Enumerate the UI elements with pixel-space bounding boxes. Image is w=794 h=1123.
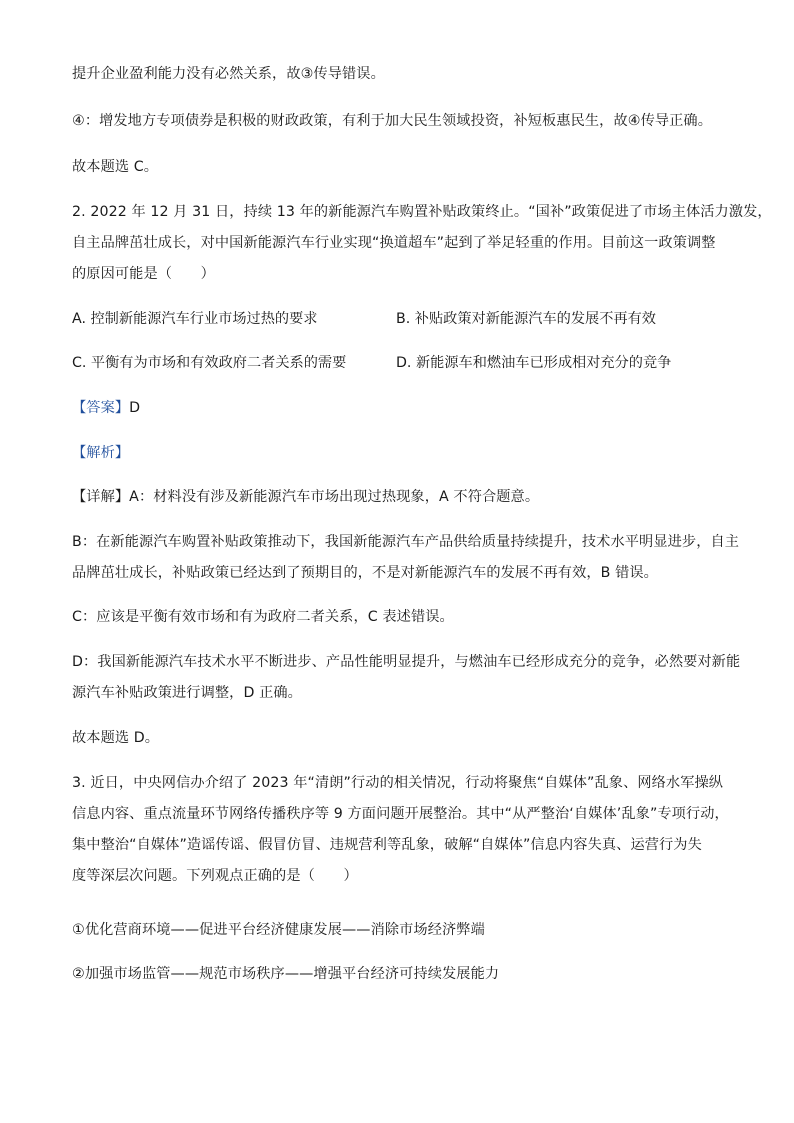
text-line: 提升企业盈利能力没有必然关系，故③传导错误。 <box>72 66 385 82</box>
question-3-stem: 集中整治“自媒体”造谣传谣、假冒仿冒、违规营利等乱象，破解“自媒体”信息内容失真、运营行为失 <box>72 837 702 853</box>
option-c: C. 平衡有为市场和有效政府二者关系的需要 <box>72 355 347 371</box>
text-line: ④：增发地方专项债券是积极的财政政策，有利于加大民生领域投资，补短板惠民生，故④传导正确。 <box>72 113 713 129</box>
detail-line: 品牌茁壮成长，补贴政策已经达到了预期目的，不是对新能源汽车的发展不再有效，B 错误。 <box>72 565 658 581</box>
answer-line <box>72 398 140 418</box>
option-b: B. 补贴政策对新能源汽车的发展不再有效 <box>396 311 656 327</box>
question-3-stem: 信息内容、重点流量环节网络传播秩序等 9 方面问题开展整治。其中“从严整治‘自媒体’乱象”专项行动， <box>72 806 729 822</box>
question-3-stem: 度等深层次问题。下列观点正确的是（ ） <box>72 868 358 884</box>
option-a: A. 控制新能源汽车行业市场过热的要求 <box>72 311 318 327</box>
detail-line: 源汽车补贴政策进行调整，D 正确。 <box>72 685 302 701</box>
detail-line: B：在新能源汽车购置补贴政策推动下，我国新能源汽车产品供给质量持续提升，技术水平明显进步，自主 <box>72 534 740 550</box>
text-line: 故本题选 D。 <box>72 730 160 746</box>
statement-2: ②加强市场监管——规范市场秩序——增强平台经济可持续发展能力 <box>72 966 500 982</box>
statement-1: ①优化营商环境——促进平台经济健康发展——消除市场经济弊端 <box>72 922 485 938</box>
text-line: 故本题选 C。 <box>72 159 159 175</box>
answer-value: D <box>129 400 141 416</box>
question-2-stem: 的原因可能是（ ） <box>72 266 215 282</box>
detail-line: 【详解】A：材料没有涉及新能源汽车市场出现过热现象，A 不符合题意。 <box>72 489 540 505</box>
detail-line: D：我国新能源汽车技术水平不断进步、产品性能明显提升，与燃油车已经形成充分的竞争，必然要对新能 <box>72 654 741 670</box>
question-2-stem: 自主品牌茁壮成长，对中国新能源汽车行业实现“换道超车”起到了举足轻重的作用。目前这一政策调整 <box>72 235 716 251</box>
question-2-stem: 2. 2022 年 12 月 31 日，持续 13 年的新能源汽车购置补贴政策终止。“国补”政策促进了市场主体活力激发， <box>72 204 772 220</box>
analysis-tag: 【解析】 <box>72 445 130 461</box>
answer-tag: 【答案】 <box>72 400 130 416</box>
detail-line: C：应该是平衡有效市场和有为政府二者关系，C 表述错误。 <box>72 609 454 625</box>
option-d: D. 新能源车和燃油车已形成相对充分的竞争 <box>396 355 672 371</box>
question-3-stem: 3. 近日，中央网信办介绍了 2023 年“清朗”行动的相关情况，行动将聚焦“自媒体”乱象、网络水军操纵 <box>72 775 724 791</box>
